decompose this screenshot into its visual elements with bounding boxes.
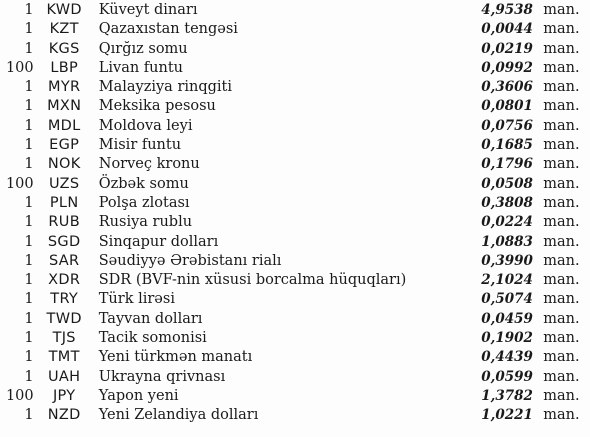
table-row <box>0 213 590 232</box>
table-row <box>0 155 590 174</box>
table-row <box>0 271 590 290</box>
currency-code: PLN <box>49 194 79 211</box>
currency-name: Sinqapur dolları <box>98 233 219 250</box>
currency-suffix: man. <box>543 59 580 76</box>
currency-suffix: man. <box>543 137 580 154</box>
exchange-rate-value: 0,0599 <box>481 368 533 385</box>
currency-suffix: man. <box>543 175 580 192</box>
currency-suffix: man. <box>543 407 580 424</box>
currency-unit: 1 <box>24 272 34 289</box>
currency-suffix: man. <box>543 194 580 211</box>
exchange-rate-value: 0,3990 <box>481 252 533 269</box>
currency-code: NZD <box>47 407 81 424</box>
table-row <box>0 175 590 194</box>
table-row <box>0 387 590 406</box>
currency-name: Tayvan dolları <box>98 310 203 327</box>
currency-name: Livan funtu <box>98 59 184 76</box>
currency-name: Yapon yeni <box>98 387 179 404</box>
currency-suffix: man. <box>543 387 580 404</box>
currency-suffix: man. <box>543 79 580 96</box>
currency-suffix: man. <box>543 233 580 250</box>
exchange-rate-value: 0,3606 <box>481 79 533 96</box>
currency-suffix: man. <box>543 2 580 18</box>
exchange-rate-value: 0,0756 <box>481 117 533 134</box>
currency-suffix: man. <box>543 272 580 289</box>
currency-unit: 1 <box>24 40 34 57</box>
currency-suffix: man. <box>543 310 580 327</box>
currency-code: KGS <box>48 40 80 57</box>
table-row <box>0 117 590 136</box>
table-row <box>0 1 590 20</box>
table-row <box>0 329 590 348</box>
currency-unit: 1 <box>24 194 34 211</box>
currency-unit: 1 <box>24 214 34 231</box>
currency-unit: 1 <box>24 368 34 385</box>
currency-suffix: man. <box>543 368 580 385</box>
currency-code: MYR <box>48 79 81 96</box>
exchange-rate-value: 0,1902 <box>481 330 533 347</box>
table-row <box>0 368 590 387</box>
currency-unit: 1 <box>24 137 34 154</box>
currency-name: SDR (BVF-nin xüsusi borcalma hüquqları) <box>98 272 407 289</box>
currency-code: KWD <box>46 2 82 18</box>
table-row <box>0 233 590 252</box>
exchange-rate-value: 0,0219 <box>481 40 533 57</box>
currency-code: MDL <box>47 117 81 134</box>
currency-unit: 1 <box>24 291 34 308</box>
currency-code: KZT <box>49 21 79 38</box>
table-row <box>0 252 590 271</box>
exchange-rate-value: 1,3782 <box>481 387 533 404</box>
currency-code: TMT <box>48 349 80 366</box>
exchange-rate-value: 0,0801 <box>481 98 533 115</box>
currency-code: TJS <box>52 330 76 347</box>
currency-code: NOK <box>47 156 81 173</box>
exchange-rate-value: 0,1796 <box>481 156 533 173</box>
exchange-rate-value: 0,5074 <box>481 291 533 308</box>
currency-code: TWD <box>46 310 82 327</box>
currency-name: Misir funtu <box>98 137 182 154</box>
currency-code: TRY <box>50 291 79 308</box>
currency-name: Yeni türkmən manatı <box>98 349 253 366</box>
currency-code: XDR <box>48 272 81 289</box>
currency-unit: 1 <box>24 21 34 38</box>
currency-name: Meksika pesosu <box>98 98 216 115</box>
currency-suffix: man. <box>543 98 580 115</box>
exchange-rate-value: 0,4439 <box>481 349 533 366</box>
currency-code: UZS <box>48 175 80 192</box>
currency-suffix: man. <box>543 349 580 366</box>
exchange-rate-table-body <box>0 1 590 426</box>
currency-unit: 1 <box>24 349 34 366</box>
exchange-rate-value: 0,0044 <box>481 21 533 38</box>
currency-unit: 1 <box>24 156 34 173</box>
table-row <box>0 20 590 39</box>
currency-unit: 1 <box>24 233 34 250</box>
currency-suffix: man. <box>543 40 580 57</box>
currency-suffix: man. <box>543 156 580 173</box>
currency-unit: 1 <box>24 310 34 327</box>
currency-name: Rusiya rublu <box>98 214 193 231</box>
currency-unit: 1 <box>24 117 34 134</box>
exchange-rate-value: 0,0459 <box>481 310 533 327</box>
exchange-rate-value: 1,0221 <box>481 407 533 424</box>
currency-code: JPY <box>52 387 76 404</box>
currency-code: UAH <box>48 368 81 385</box>
exchange-rate-value: 2,1024 <box>481 272 533 289</box>
currency-suffix: man. <box>543 252 580 269</box>
exchange-rate-value: 4,9538 <box>481 2 533 18</box>
currency-suffix: man. <box>543 214 580 231</box>
exchange-rate-value: 1,0883 <box>481 233 533 250</box>
table-row <box>0 78 590 97</box>
currency-unit: 100 <box>5 175 34 192</box>
exchange-rate-value: 0,1685 <box>481 137 533 154</box>
currency-name: Qırğız somu <box>98 40 188 57</box>
currency-code: EGP <box>49 137 80 154</box>
exchange-rate-table <box>0 1 590 426</box>
table-row <box>0 290 590 309</box>
currency-unit: 100 <box>5 387 34 404</box>
currency-unit: 1 <box>24 2 34 18</box>
currency-name: Polşa zlotası <box>98 194 190 211</box>
currency-name: Malayziya rinqgiti <box>98 79 233 96</box>
currency-name: Səudiyyə Ərəbistanı rialı <box>98 252 282 269</box>
table-row <box>0 40 590 59</box>
currency-unit: 100 <box>5 59 34 76</box>
currency-unit: 1 <box>24 330 34 347</box>
currency-name: Tacik somonisi <box>98 330 207 347</box>
currency-code: LBP <box>50 59 79 76</box>
currency-name: Moldova leyi <box>98 117 193 134</box>
currency-suffix: man. <box>543 21 580 38</box>
table-row <box>0 406 590 425</box>
currency-name: Ukrayna qrivnası <box>98 368 226 385</box>
currency-unit: 1 <box>24 252 34 269</box>
currency-name: Türk lirəsi <box>98 291 175 308</box>
currency-suffix: man. <box>543 330 580 347</box>
exchange-rate-value: 0,0224 <box>481 214 533 231</box>
table-row <box>0 97 590 116</box>
currency-name: Qazaxıstan tengəsi <box>98 21 238 38</box>
currency-unit: 1 <box>24 407 34 424</box>
currency-code: MXN <box>47 98 82 115</box>
table-row <box>0 136 590 155</box>
currency-code: RUB <box>48 214 80 231</box>
currency-name: Özbək somu <box>98 175 189 192</box>
currency-suffix: man. <box>543 117 580 134</box>
currency-unit: 1 <box>24 98 34 115</box>
currency-unit: 1 <box>24 79 34 96</box>
currency-name: Norveç kronu <box>98 156 200 173</box>
currency-name: Küveyt dinarı <box>98 2 198 18</box>
exchange-rate-value: 0,0508 <box>481 175 533 192</box>
exchange-rate-value: 0,0992 <box>481 59 533 76</box>
currency-suffix: man. <box>543 291 580 308</box>
table-row <box>0 194 590 213</box>
currency-name: Yeni Zelandiya dolları <box>98 407 259 424</box>
table-row <box>0 59 590 78</box>
exchange-rate-value: 0,3808 <box>481 194 533 211</box>
table-row <box>0 310 590 329</box>
currency-code: SGD <box>47 233 81 250</box>
table-row <box>0 348 590 367</box>
currency-code: SAR <box>49 252 80 269</box>
